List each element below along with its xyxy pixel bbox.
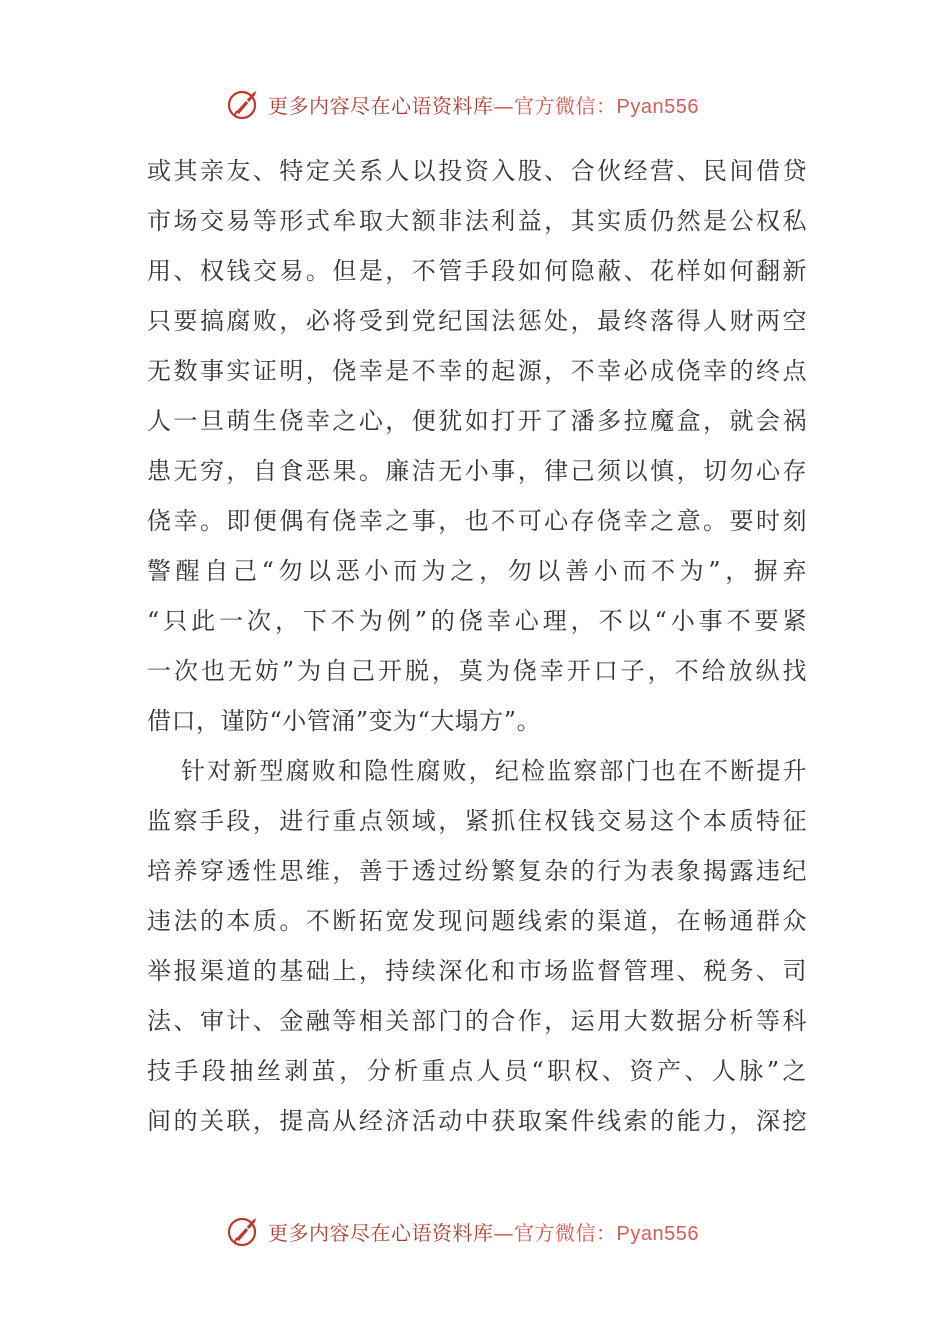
text-line: 借口，谨防“小管涌”变为“大塌方”。 [147,707,542,735]
text-line: 用、权钱交易。但是，不管手段如何隐蔽、花样如何翻新 [147,257,807,285]
banner-wechat-label: 官方微信： [514,1220,617,1245]
footer-banner [226,1211,699,1251]
banner-dash: — [493,1220,514,1245]
paragraph-2 [147,746,807,1146]
text-line: 违法的本质。不断拓宽发现问题线索的渠道，在畅通群众 [147,907,807,935]
banner-site-text: 更多内容尽在心语资料库 [268,1220,494,1245]
text-line: 举报渠道的基础上，持续深化和市场监督管理、税务、司 [147,957,807,985]
header-banner [226,84,699,124]
banner-wechat-label: 官方微信： [514,93,617,118]
banner-wechat-id: Pyan556 [616,1222,699,1245]
text-line: 无数事实证明，侥幸是不幸的起源，不幸必成侥幸的终点 [147,357,807,385]
text-line: 或其亲友、特定关系人以投资入股、合伙经营、民间借贷 [147,157,807,185]
text-line: 警醒自己“勿以恶小而为之，勿以善小而不为”，摒弃 [147,557,807,585]
banner-text [268,90,699,119]
banner-text [268,1217,699,1246]
text-line: 侥幸。即便偶有侥幸之事，也不可心存侥幸之意。要时刻 [147,507,807,535]
document-body [147,146,807,1146]
text-line: 一次也无妨”为自己开脱，莫为侥幸开口子，不给放纵找 [147,657,807,685]
text-line: 间的关联，提高从经济活动中获取案件线索的能力，深挖 [147,1107,807,1135]
text-line: 培养穿透性思维，善于透过纷繁复杂的行为表象揭露违纪 [147,857,807,885]
text-line: 法、审计、金融等相关部门的合作，运用大数据分析等科 [147,1007,807,1035]
text-line: 人一旦萌生侥幸之心，便犹如打开了潘多拉魔盒，就会祸 [147,407,807,435]
text-line: “只此一次，下不为例”的侥幸心理，不以“小事不要紧 [147,607,807,635]
text-line: 监察手段，进行重点领域，紧抓住权钱交易这个本质特征 [147,807,807,835]
banner-site-text: 更多内容尽在心语资料库 [268,93,494,118]
text-line: 市场交易等形式牟取大额非法利益，其实质仍然是公权私 [147,207,807,235]
banner-dash: — [493,93,514,118]
text-line: 针对新型腐败和隐性腐败，纪检监察部门也在不断提升 [181,757,807,785]
text-line: 只要搞腐败，必将受到党纪国法惩处，最终落得人财两空 [147,307,807,335]
paragraph-1 [147,146,807,746]
quill-pen-logo-icon [226,1213,262,1249]
quill-pen-logo-icon [226,86,262,122]
text-line: 患无穷，自食恶果。廉洁无小事，律己须以慎，切勿心存 [147,457,807,485]
banner-wechat-id: Pyan556 [616,95,699,118]
text-line: 技手段抽丝剥茧，分析重点人员“职权、资产、人脉”之 [147,1057,807,1085]
